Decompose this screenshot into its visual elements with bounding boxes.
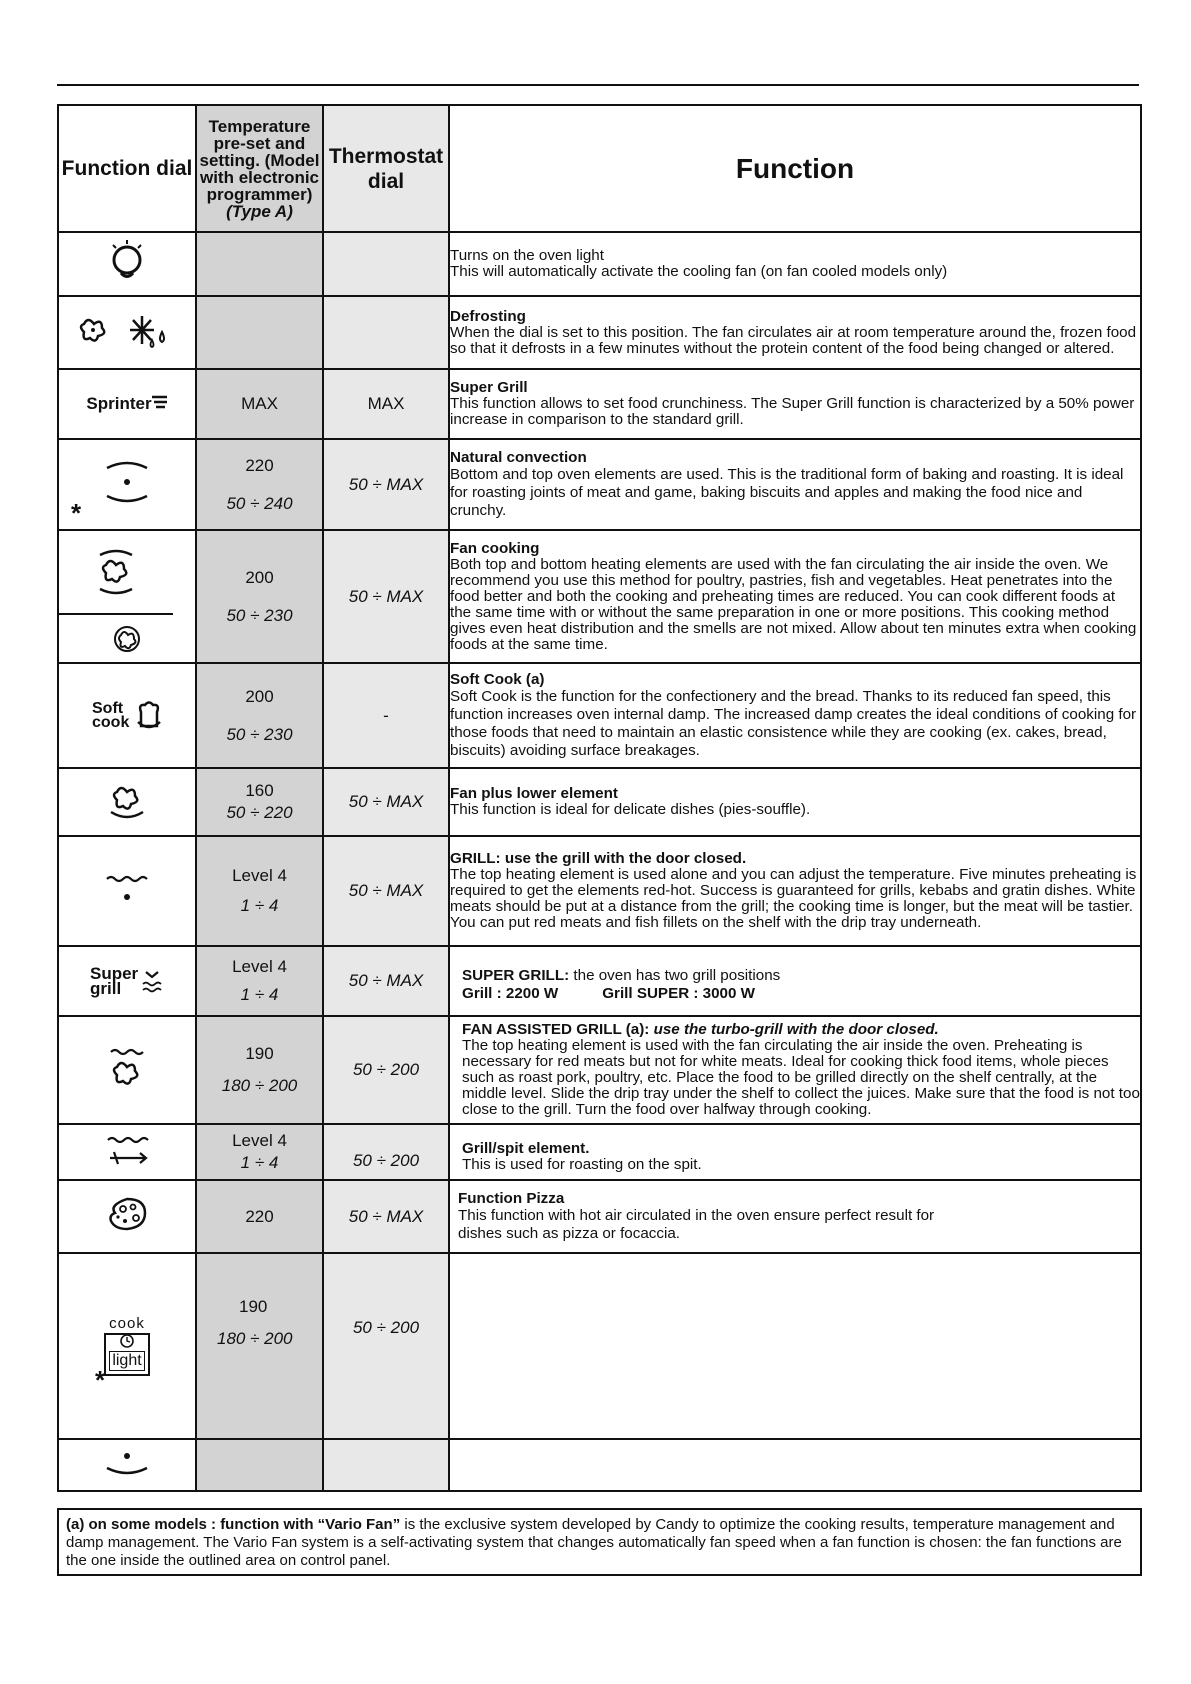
temp-cell [196, 1253, 323, 1439]
temp-cell [196, 1124, 323, 1180]
thermostat-cell [323, 530, 449, 663]
asterisk-mark: * [95, 1365, 106, 1395]
temp-cell [196, 946, 323, 1016]
header-function: Function [449, 105, 1141, 232]
fan-with-elements-icon [58, 530, 196, 663]
bottom-element-icon [58, 1439, 196, 1491]
thermostat-cell [323, 369, 449, 439]
description-text: This function with hot air circulated in the oven ensure perfect result for dishes such as pizza or focaccia. [458, 1206, 935, 1242]
fan-grill-icon [58, 1016, 196, 1124]
thermostat-cell [323, 836, 449, 946]
thermostat-value: 50 ÷ 200 [352, 1151, 420, 1170]
temp-value: 190 [245, 1044, 274, 1063]
description-title: Soft Cook (a) [450, 670, 545, 688]
description-title: Fan plus lower element [450, 785, 618, 802]
description-title: Natural convection [450, 448, 587, 466]
light-label: light [109, 1351, 144, 1371]
description-cell [449, 1124, 1141, 1180]
description-text: Turns on the oven light This will automatically activate the cooling fan (on fan cooled models only) [450, 247, 948, 280]
table-row [58, 663, 1141, 768]
temp-range: 1 ÷ 4 [240, 896, 279, 915]
temp-range: 1 ÷ 4 [240, 1153, 279, 1172]
table-row [58, 836, 1141, 946]
temp-cell [196, 369, 323, 439]
table-header-row [58, 105, 1141, 232]
description-text: Both top and bottom heating elements are used with the fan circulating the air inside the oven. We recommend you use this method for poultry, pastries, fish and vegetables. Heat penetrates into the food better and both the cooking and preheating times are reduced. You can cook different foods at the same time with or without the same preparation in one or more positions. This cooking method gives even heat distribution and the smells are not mixed. Allow about ten minutes extra when cooking foods at the same time. [450, 555, 1137, 653]
description-cell [449, 1016, 1141, 1124]
thermostat-value: 50 ÷ MAX [348, 971, 424, 990]
grill-icon [58, 836, 196, 946]
thermostat-cell [323, 946, 449, 1016]
thermostat-cell [323, 1180, 449, 1253]
grill-super-power: Grill SUPER : 3000 W [602, 985, 755, 1002]
description-cell [449, 768, 1141, 836]
table-row [58, 768, 1141, 836]
fan-lower-element-icon [58, 768, 196, 836]
temp-cell [196, 1439, 323, 1491]
cook-label: cook [109, 1314, 145, 1332]
temp-value: 220 [245, 1206, 274, 1226]
header-function-dial: Function dial [58, 105, 196, 232]
thermostat-value: 50 ÷ MAX [348, 586, 424, 606]
description-title: Fan cooking [450, 539, 540, 557]
thermostat-cell [323, 232, 449, 296]
description-text: Bottom and top oven elements are used. This is the traditional form of baking and roasting. It is ideal for roasting joints of meat and game, baking biscuits and apples and making the food nice and crunchy. [450, 465, 1124, 519]
temp-range: 50 ÷ 230 [226, 724, 293, 744]
super-grill-icon [58, 946, 196, 1016]
header-temperature [196, 105, 323, 232]
header-temperature-text: Temperature pre-set and setting. (Model with electronic programmer) [199, 116, 320, 204]
temp-value: 190 [239, 1297, 268, 1316]
temp-value: Level 4 [232, 866, 287, 885]
cook-light-icon [58, 1253, 196, 1439]
description-cell [449, 232, 1141, 296]
description-text: Soft Cook is the function for the confectionery and the bread. Thanks to its reduced fan speed, this function increases oven internal damp. The increased damp creates the ideal conditions of cooking for those foods that need to maintain an elastic consistence while they are cooking (ex. cakes, bread, biscuits) avoiding surface breakages. [450, 687, 1137, 759]
fan-icon [59, 615, 195, 662]
description-text: This is used for roasting on the spit. [462, 1156, 702, 1173]
description-text: This function is ideal for delicate dishes (pies-souffle). [450, 801, 811, 818]
description-cell [449, 1180, 1141, 1253]
table-row [58, 439, 1141, 530]
sprinter-icon [58, 369, 196, 439]
description-cell [449, 439, 1141, 530]
thermostat-cell [323, 1016, 449, 1124]
temp-cell [196, 530, 323, 663]
description-cell [449, 836, 1141, 946]
thermostat-value: 50 ÷ MAX [348, 881, 424, 900]
description-title: Defrosting [450, 307, 526, 325]
table-row [58, 1253, 1141, 1439]
description-title: GRILL: use the grill with the door closed. [450, 850, 747, 867]
description-cell [449, 946, 1141, 1016]
temp-cell [196, 232, 323, 296]
temp-value: Level 4 [232, 957, 287, 976]
top-rule [57, 84, 1139, 86]
temp-range: 50 ÷ 240 [226, 493, 293, 513]
spit-icon [58, 1124, 196, 1180]
soft-cook-icon [58, 663, 196, 768]
oven-functions-table [57, 104, 1142, 1492]
table-row [58, 946, 1141, 1016]
thermostat-value: 50 ÷ 200 [352, 1318, 420, 1337]
table-row [58, 296, 1141, 369]
table-row [58, 1016, 1141, 1124]
temp-range: 1 ÷ 4 [240, 985, 279, 1004]
header-temperature-type: (Type A) [226, 201, 293, 221]
table-row [58, 1439, 1141, 1491]
asterisk-mark: * [71, 498, 82, 528]
thermostat-value: 50 ÷ MAX [348, 1206, 424, 1226]
description-cell [449, 1439, 1141, 1491]
description-cell [449, 663, 1141, 768]
sprinter-label: Sprinter [86, 394, 152, 413]
thermostat-cell [323, 1124, 449, 1180]
temp-value: 200 [245, 567, 274, 587]
description-cell [449, 296, 1141, 369]
thermostat-cell [323, 1439, 449, 1491]
description-title: FAN ASSISTED GRILL (a): [462, 1021, 650, 1038]
description-cell [449, 1253, 1141, 1439]
temp-range: 180 ÷ 200 [221, 1076, 298, 1095]
footnote-text: is the exclusive system developed by Candy to optimize the cooking results, temperature management and damp management. The Vario Fan system is a self-activating system that changes automatically fan speed when a fan function is chosen: the fan functions are the one inside the outlined area on control panel. [66, 1516, 1122, 1569]
super-grill-label: Super grill [90, 964, 139, 998]
description-title-italic: use the turbo-grill with the door closed. [653, 1021, 939, 1038]
table-row [58, 1180, 1141, 1253]
description-text: The top heating element is used with the fan circulating the air inside the oven. Preheating is necessary for red meats but not for white meats. Ideal for cooking thick food items, whole pieces such as roast pork, poultry, etc. Place the food to be grilled directly on the shelf centrally, at the middle level. Slide the drip tray under the shelf to collect the juices. Make sure that the food is not too close to the grill. Turn the food over halfway through cooking. [462, 1037, 1140, 1118]
description-text: The top heating element is used alone and you can adjust the temperature. Five minutes preheating is required to get the elements red-hot. Success is guaranteed for grills, kebabs and gratin dishes. White meats should be put at a distance from the grill; the cooking time is longer, but the meat will be tastier. You can put red meats and fish fillets on the shelf with the drip tray underneath. [450, 866, 1137, 931]
description-cell [449, 369, 1141, 439]
temp-value: 200 [245, 686, 274, 706]
table-row [58, 1124, 1141, 1180]
pizza-icon [58, 1180, 196, 1253]
description-title: Function Pizza [458, 1189, 565, 1207]
temp-value: MAX [241, 394, 278, 413]
thermostat-cell [323, 439, 449, 530]
top-bottom-element-icon [58, 439, 196, 530]
description-text: the oven has two grill positions [573, 967, 781, 984]
grill-power: Grill : 2200 W [462, 985, 559, 1002]
description-title: SUPER GRILL: [462, 967, 570, 984]
temp-value: 160 [245, 781, 274, 800]
defrost-icon [58, 296, 196, 369]
temp-value: Level 4 [232, 1131, 287, 1150]
description-text: When the dial is set to this position. The fan circulates air at room temperature around the, frozen food so that it defrosts in a few minutes without the protein content of the food being changed or altered. [450, 323, 1137, 357]
temp-value: 220 [245, 455, 274, 475]
description-title: Super Grill [450, 379, 528, 396]
temp-cell [196, 296, 323, 369]
temp-range: 50 ÷ 230 [226, 605, 293, 625]
thermostat-value: MAX [367, 394, 405, 413]
description-text: This function allows to set food crunchiness. The Super Grill function is characterized by a 50% power increase in comparison to the standard grill. [450, 395, 1135, 428]
temp-cell [196, 663, 323, 768]
table-row [58, 232, 1141, 296]
footnote-bold: (a) on some models : function with “Vario Fan” [66, 1516, 401, 1533]
soft-cook-label: Soft cook [92, 699, 130, 731]
thermostat-cell [323, 663, 449, 768]
header-thermostat-dial: Thermostat dial [323, 105, 449, 232]
thermostat-cell [323, 296, 449, 369]
temp-cell [196, 768, 323, 836]
temp-range: 50 ÷ 220 [226, 803, 293, 822]
temp-cell [196, 1180, 323, 1253]
temp-range: 180 ÷ 200 [217, 1329, 293, 1348]
thermostat-value: 50 ÷ MAX [348, 474, 424, 494]
thermostat-cell [323, 768, 449, 836]
temp-cell [196, 1016, 323, 1124]
footnote [57, 1508, 1142, 1576]
description-cell [449, 530, 1141, 663]
light-bulb-icon [58, 232, 196, 296]
temp-cell [196, 439, 323, 530]
table-row [58, 530, 1141, 663]
description-title: Grill/spit element. [462, 1140, 590, 1157]
table-row [58, 369, 1141, 439]
thermostat-value: - [383, 705, 389, 725]
thermostat-value: 50 ÷ 200 [352, 1060, 420, 1079]
thermostat-value: 50 ÷ MAX [348, 792, 424, 811]
thermostat-cell [323, 1253, 449, 1439]
temp-cell [196, 836, 323, 946]
